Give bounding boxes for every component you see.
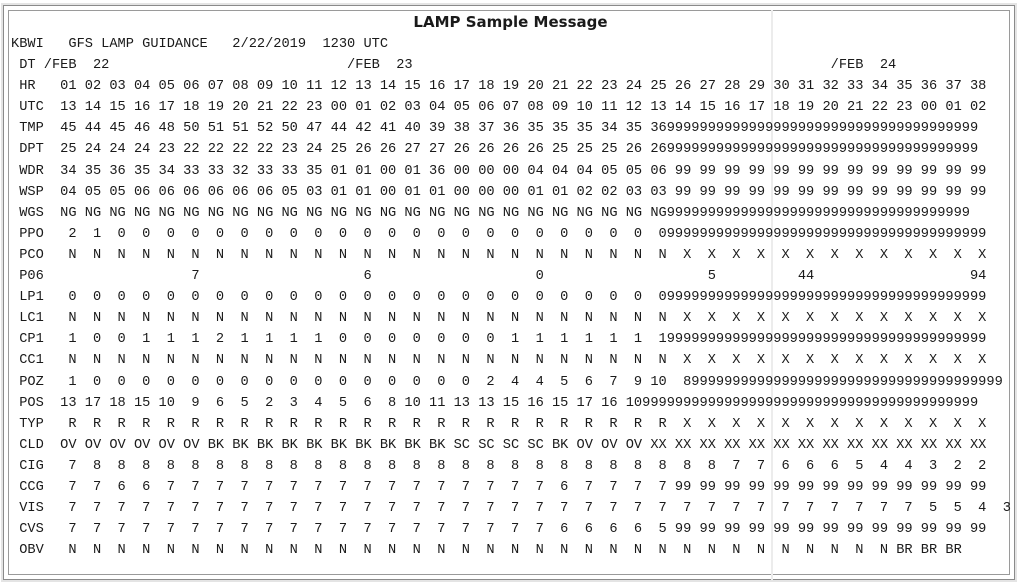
date-row: DT /FEB 22 /FEB 23 /FEB 24 [11,57,897,74]
row-ppo: PPO 2 1 0 0 0 0 0 0 0 0 0 0 0 0 0 0 0 0 0 0 0 0 0 0 0999999999999999999999999999999999999999 [11,225,987,242]
row-poz: POZ 1 0 0 0 0 0 0 0 0 0 0 0 0 0 0 0 0 2 4 4 5 6 7 9 10 899999999999999999999999999999999999999 [11,373,1003,390]
row-dpt: DPT 25 24 24 24 23 22 22 22 22 23 24 25 26 26 27 27 26 26 26 26 25 25 25 26 2699999999999999999999999999999999999999 [11,141,979,158]
row-hr: HR 01 02 03 04 05 06 07 08 09 10 11 12 13 14 15 16 17 18 19 20 21 22 23 24 25 26 27 28 29 30 31 32 33 34 35 36 37 38 [11,78,987,95]
page-title: LAMP Sample Message [413,13,608,31]
row-cld: CLD OV OV OV OV OV OV BK BK BK BK BK BK BK BK BK BK SC SC SC SC BK OV OV OV XX XX XX XX XX XX XX XX XX XX XX XX XX XX [11,436,987,453]
row-obv: OBV N N N N N N N N N N N N N N N N N N N N N N N N N N N N N N N N N N BR BR BR [11,542,962,559]
row-utc: UTC 13 14 15 16 17 18 19 20 21 22 23 00 01 02 03 04 05 06 07 08 09 10 11 12 13 14 15 16 17 18 19 20 21 22 23 00 01 02 [11,99,987,116]
row-typ: TYP R R R R R R R R R R R R R R R R R R R R R R R R R X X X X X X X X X X X X X [11,415,987,432]
row-cp1: CP1 1 0 0 1 1 1 2 1 1 1 1 0 0 0 0 0 0 0 1 1 1 1 1 1 1999999999999999999999999999999999999999 [11,331,987,348]
row-tmp: TMP 45 44 45 46 48 50 51 51 52 50 47 44 42 41 40 39 38 37 36 35 35 35 34 35 3699999999999999999999999999999999999999 [11,120,979,137]
row-lp1: LP1 0 0 0 0 0 0 0 0 0 0 0 0 0 0 0 0 0 0 0 0 0 0 0 0 0999999999999999999999999999999999999999 [11,289,987,306]
row-cvs: CVS 7 7 7 7 7 7 7 7 7 7 7 7 7 7 7 7 7 7 7 7 6 6 6 6 5 99 99 99 99 99 99 99 99 99 99 99 99 99 [11,521,987,538]
station-header: KBWI GFS LAMP GUIDANCE 2/22/2019 1230 UTC [11,36,389,52]
row-cig: CIG 7 8 8 8 8 8 8 8 8 8 8 8 8 8 8 8 8 8 8 8 8 8 8 8 8 8 8 7 7 6 6 6 5 4 4 3 2 2 [11,457,987,474]
row-wdr: WDR 34 35 36 35 34 33 33 32 33 33 35 01 01 00 01 36 00 00 00 04 04 04 05 05 06 99 99 99 99 99 99 99 99 99 99 99 99 99 [11,162,987,179]
row-cc1: CC1 N N N N N N N N N N N N N N N N N N N N N N N N N X X X X X X X X X X X X X [11,352,987,369]
row-pos: POS 13 17 18 15 10 9 6 5 2 3 4 5 6 8 10 11 13 13 15 16 15 17 16 1099999999999999999999999999999999999999999 [11,394,979,411]
row-wsp: WSP 04 05 05 06 06 06 06 06 06 05 03 01 01 00 01 01 00 00 00 01 01 02 02 03 03 99 99 99 99 99 99 99 99 99 99 99 99 99 [11,183,987,200]
row-lc1: LC1 N N N N N N N N N N N N N N N N N N N N N N N N N X X X X X X X X X X X X X [11,310,987,327]
row-p06: P06 7 6 0 5 44 94 [11,268,987,285]
row-pco: PCO N N N N N N N N N N N N N N N N N N N N N N N N N X X X X X X X X X X X X X [11,246,987,263]
row-vis: VIS 7 7 7 7 7 7 7 7 7 7 7 7 7 7 7 7 7 7 7 7 7 7 7 7 7 7 7 7 7 7 7 7 7 7 7 5 5 4 3 [11,500,1011,517]
row-ccg: CCG 7 7 6 6 7 7 7 7 7 7 7 7 7 7 7 7 7 7 7 7 6 7 7 7 7 99 99 99 99 99 99 99 99 99 99 99 99 99 [11,478,987,495]
row-wgs: WGS NG NG NG NG NG NG NG NG NG NG NG NG NG NG NG NG NG NG NG NG NG NG NG NG NG9999999999999999999999999999999999999 [11,204,970,221]
lamp-message [11,34,1011,561]
